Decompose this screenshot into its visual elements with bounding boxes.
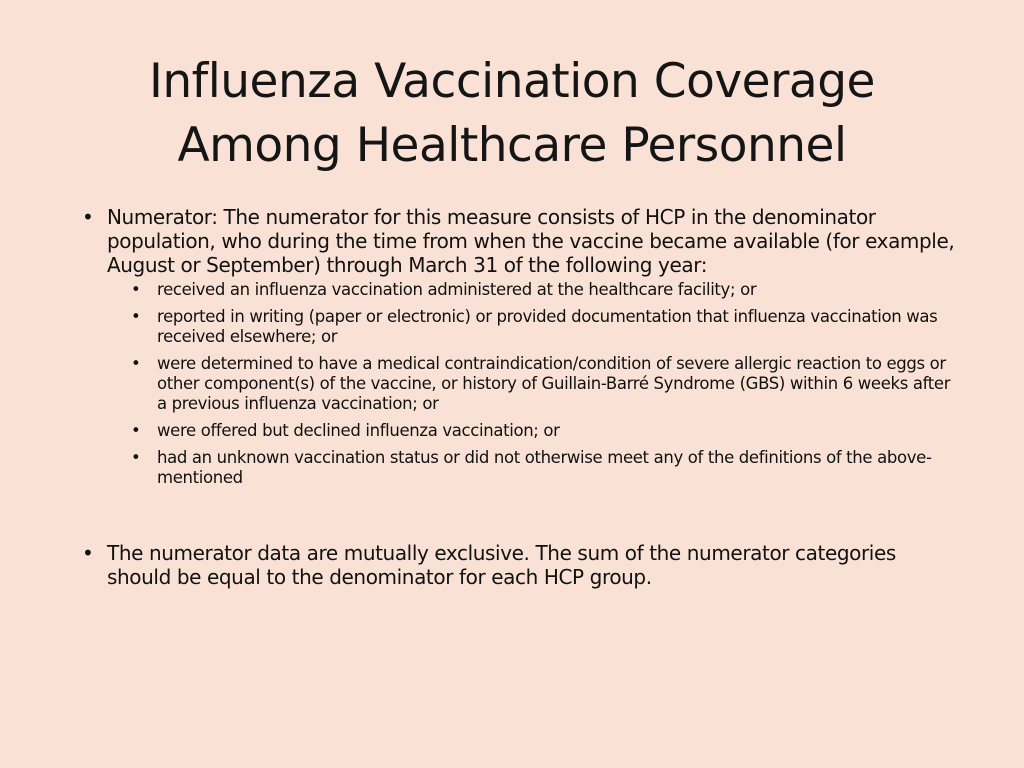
bullet-dot-icon: • xyxy=(82,205,94,229)
bullet-dot-icon: • xyxy=(131,448,141,467)
sub-bullet-text: had an unknown vaccination status or did not otherwise meet any of the definitions of the above-mentioned xyxy=(157,448,932,487)
sub-bullet-text: received an influenza vaccination administered at the healthcare facility; or xyxy=(157,280,757,299)
slide-body xyxy=(80,205,960,589)
sub-bullet-item xyxy=(80,354,960,414)
sub-bullet-item xyxy=(80,448,960,488)
bullet-dot-icon: • xyxy=(131,307,141,326)
bullet-mutually-exclusive xyxy=(80,541,960,589)
slide-title xyxy=(60,50,964,178)
bullet-dot-icon: • xyxy=(131,421,141,440)
sub-bullet-list xyxy=(80,280,960,488)
slide-title-line-2: Among Healthcare Personnel xyxy=(177,118,847,173)
bullet-numerator xyxy=(80,205,960,277)
sub-bullet-item xyxy=(80,280,960,300)
sub-bullet-text: reported in writing (paper or electronic) or provided documentation that influenza vaccination was received elsewhere; or xyxy=(157,307,938,346)
spacer xyxy=(80,495,960,541)
sub-bullet-item xyxy=(80,421,960,441)
sub-bullet-text: were determined to have a medical contraindication/condition of severe allergic reaction to eggs or other component(s) of the vaccine, or history of Guillain-Barré Syndrome (GBS) within 6 weeks after a previous influenza vaccination; or xyxy=(157,354,951,413)
slide-title-line-1: Influenza Vaccination Coverage xyxy=(149,54,875,109)
bullet-dot-icon: • xyxy=(131,280,141,299)
bullet-dot-icon: • xyxy=(82,541,94,565)
bullet-dot-icon: • xyxy=(131,354,141,373)
bullet-numerator-text: Numerator: The numerator for this measure consists of HCP in the denominator population, who during the time from when the vaccine became available (for example, August or September) through March 31 of the following year: xyxy=(107,205,955,277)
sub-bullet-text: were offered but declined influenza vaccination; or xyxy=(157,421,560,440)
bullet-mutually-exclusive-text: The numerator data are mutually exclusive. The sum of the numerator categories should be equal to the denominator for each HCP group. xyxy=(107,541,896,589)
sub-bullet-item xyxy=(80,307,960,347)
